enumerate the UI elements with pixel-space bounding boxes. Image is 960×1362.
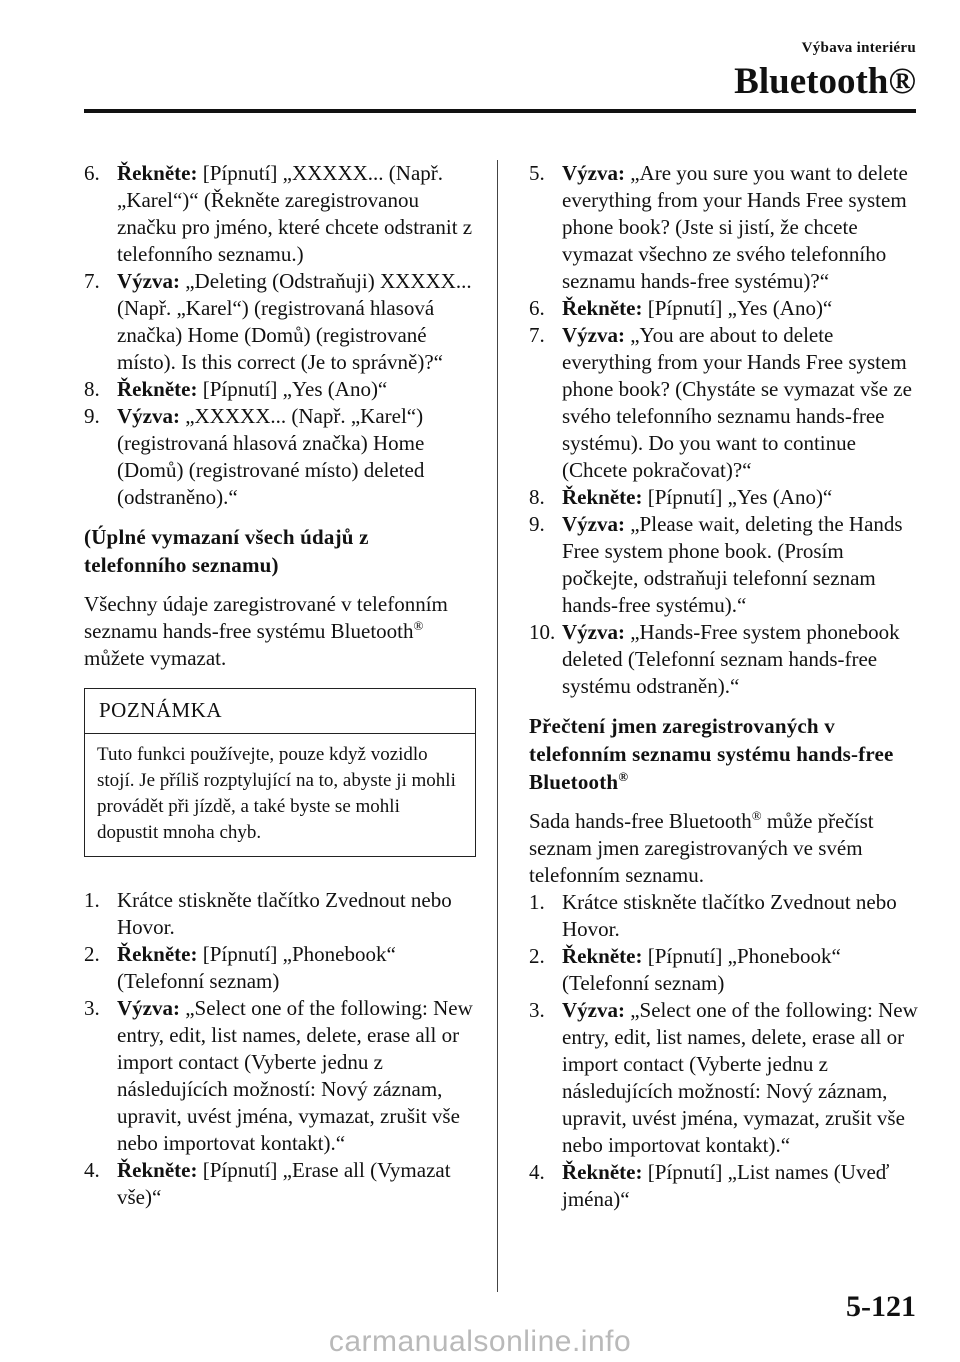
header-rule bbox=[84, 109, 916, 113]
item-number: 8. bbox=[84, 377, 100, 401]
item-label: Řekněte: bbox=[562, 944, 643, 968]
item-text: [Pípnutí] „Erase all (Vymazat vše)“ bbox=[117, 1158, 451, 1209]
item-number: 8. bbox=[529, 485, 545, 509]
item-number: 3. bbox=[84, 996, 100, 1020]
item-text: [Pípnutí] „Yes (Ano)“ bbox=[642, 485, 833, 509]
item-text: „Are you sure you want to delete everything from your Hands Free system phone book? (Jste si jistí, že chcete vymazat všechno ze svého telefonního seznamu hands-free systému)?“ bbox=[562, 161, 908, 293]
note-box bbox=[84, 688, 476, 857]
item-text: „You are about to delete everything from your Hands Free system phone book? (Chystáte se vymazat vše ze svého telefonního seznamu hands-free systému). Do you want to continue (Chcete pokračovat)?“ bbox=[562, 323, 912, 482]
item-number: 4. bbox=[84, 1158, 100, 1182]
item-label: Řekněte: bbox=[117, 1158, 198, 1182]
item-number: 5. bbox=[529, 161, 545, 185]
read-names-subheading: Přečtení jmen zaregistrovaných v telefonním seznamu systému hands-free Bluetooth® bbox=[529, 714, 894, 794]
item-text: [Pípnutí] „Phonebook“ (Telefonní seznam) bbox=[117, 942, 396, 993]
list-item bbox=[84, 376, 476, 403]
read-names-steps-list bbox=[529, 889, 919, 1213]
item-number: 7. bbox=[529, 323, 545, 347]
item-label: Výzva: bbox=[562, 620, 625, 644]
item-text: „XXXXX... (Např. „Karel“) (registrovaná hlasová značka) Home (Domů) (registrované místo) deleted (odstraněno).“ bbox=[117, 404, 425, 509]
item-label: Výzva: bbox=[562, 161, 625, 185]
item-label: Výzva: bbox=[117, 996, 180, 1020]
page-number: 5-121 bbox=[846, 1290, 916, 1323]
list-item bbox=[529, 1159, 919, 1213]
item-label: Řekněte: bbox=[562, 296, 643, 320]
list-item bbox=[529, 889, 919, 943]
item-number: 2. bbox=[84, 942, 100, 966]
item-text: Krátce stiskněte tlačítko Zvednout nebo Hovor. bbox=[562, 890, 897, 941]
column-divider bbox=[497, 160, 498, 1292]
item-number: 9. bbox=[529, 512, 545, 536]
item-label: Výzva: bbox=[117, 404, 180, 428]
item-label: Řekněte: bbox=[562, 485, 643, 509]
list-item bbox=[84, 403, 476, 511]
item-number: 10. bbox=[529, 620, 556, 644]
list-item bbox=[529, 484, 919, 511]
list-item bbox=[529, 160, 919, 295]
list-item bbox=[84, 268, 476, 376]
right-steps-list bbox=[529, 160, 919, 700]
list-item bbox=[84, 160, 476, 268]
list-item bbox=[529, 619, 919, 700]
item-text: „Deleting (Odstraňuji) XXXXX... (Např. „Karel“) (registrovaná hlasová značka) Home (Domů) (registrované místo). Is this correct (Je to správně)?“ bbox=[117, 269, 472, 374]
item-label: Výzva: bbox=[117, 269, 180, 293]
erase-all-subheading: (Úplné vymazaní všech údajů z telefonního seznamu) bbox=[84, 525, 369, 577]
item-text: [Pípnutí] „Yes (Ano)“ bbox=[197, 377, 388, 401]
note-body: Tuto funkci používejte, pouze když vozidlo stojí. Je příliš rozptylující na to, abyste ji mohli provádět při jízdě, a také byste se mohli dopustit mnoha chyb. bbox=[97, 744, 456, 843]
list-item bbox=[84, 1157, 476, 1211]
section-header: Výbava interiéru bbox=[801, 40, 916, 56]
left-column bbox=[84, 160, 476, 1211]
item-text: „Please wait, deleting the Hands Free system phone book. (Prosím počkejte, odstraňuji telefonní seznam hands-free systému).“ bbox=[562, 512, 903, 617]
item-text: Krátce stiskněte tlačítko Zvednout nebo Hovor. bbox=[117, 888, 452, 939]
note-title: POZNÁMKA bbox=[85, 689, 475, 734]
erase-all-steps-list bbox=[84, 887, 476, 1211]
item-text: „Select one of the following: New entry, edit, list names, delete, erase all or import contact (Vyberte jednu z následujících možností: Nový záznam, upravit, uvést jména, vymazat, zrušit vše nebo importovat kontakt).“ bbox=[562, 998, 918, 1157]
left-steps-list bbox=[84, 160, 476, 511]
item-number: 6. bbox=[529, 296, 545, 320]
list-item bbox=[529, 943, 919, 997]
item-number: 9. bbox=[84, 404, 100, 428]
right-column bbox=[529, 160, 919, 1213]
item-number: 7. bbox=[84, 269, 100, 293]
item-label: Řekněte: bbox=[117, 942, 198, 966]
item-text: [Pípnutí] „Phonebook“ (Telefonní seznam) bbox=[562, 944, 841, 995]
item-number: 1. bbox=[529, 890, 545, 914]
list-item bbox=[529, 997, 919, 1159]
item-text: „Hands-Free system phonebook deleted (Telefonní seznam hands-free systému odstraněn).“ bbox=[562, 620, 900, 698]
item-text: „Select one of the following: New entry, edit, list names, delete, erase all or import contact (Vyberte jednu z následujících možností: Nový záznam, upravit, uvést jména, vymazat, zrušit vše nebo importovat kontakt).“ bbox=[117, 996, 473, 1155]
item-text: [Pípnutí] „XXXXX... (Např. „Karel“)“ (Řekněte zaregistrovanou značku pro jméno, které chcete odstranit z telefonního seznamu.) bbox=[117, 161, 473, 266]
item-text: [Pípnutí] „Yes (Ano)“ bbox=[642, 296, 833, 320]
item-label: Výzva: bbox=[562, 512, 625, 536]
item-number: 1. bbox=[84, 888, 100, 912]
list-item bbox=[529, 511, 919, 619]
erase-all-paragraph: Všechny údaje zaregistrované v telefonním seznamu hands-free systému Bluetooth® můžete vymazat. bbox=[84, 592, 448, 670]
item-number: 4. bbox=[529, 1160, 545, 1184]
item-number: 6. bbox=[84, 161, 100, 185]
item-label: Výzva: bbox=[562, 323, 625, 347]
item-label: Výzva: bbox=[562, 998, 625, 1022]
page-title: Bluetooth® bbox=[734, 61, 916, 102]
list-item bbox=[529, 295, 919, 322]
read-names-paragraph: Sada hands-free Bluetooth® může přečíst seznam jmen zaregistrovaných ve svém telefonním seznamu. bbox=[529, 808, 874, 887]
item-number: 3. bbox=[529, 998, 545, 1022]
watermark: carmanualsonline.info bbox=[328, 1325, 632, 1358]
list-item bbox=[529, 322, 919, 484]
item-number: 2. bbox=[529, 944, 545, 968]
list-item bbox=[84, 887, 476, 941]
item-label: Řekněte: bbox=[117, 161, 198, 185]
item-label: Řekněte: bbox=[117, 377, 198, 401]
list-item bbox=[84, 941, 476, 995]
list-item bbox=[84, 995, 476, 1157]
item-label: Řekněte: bbox=[562, 1160, 643, 1184]
item-text: [Pípnutí] „List names (Uveď jména)“ bbox=[562, 1160, 890, 1211]
